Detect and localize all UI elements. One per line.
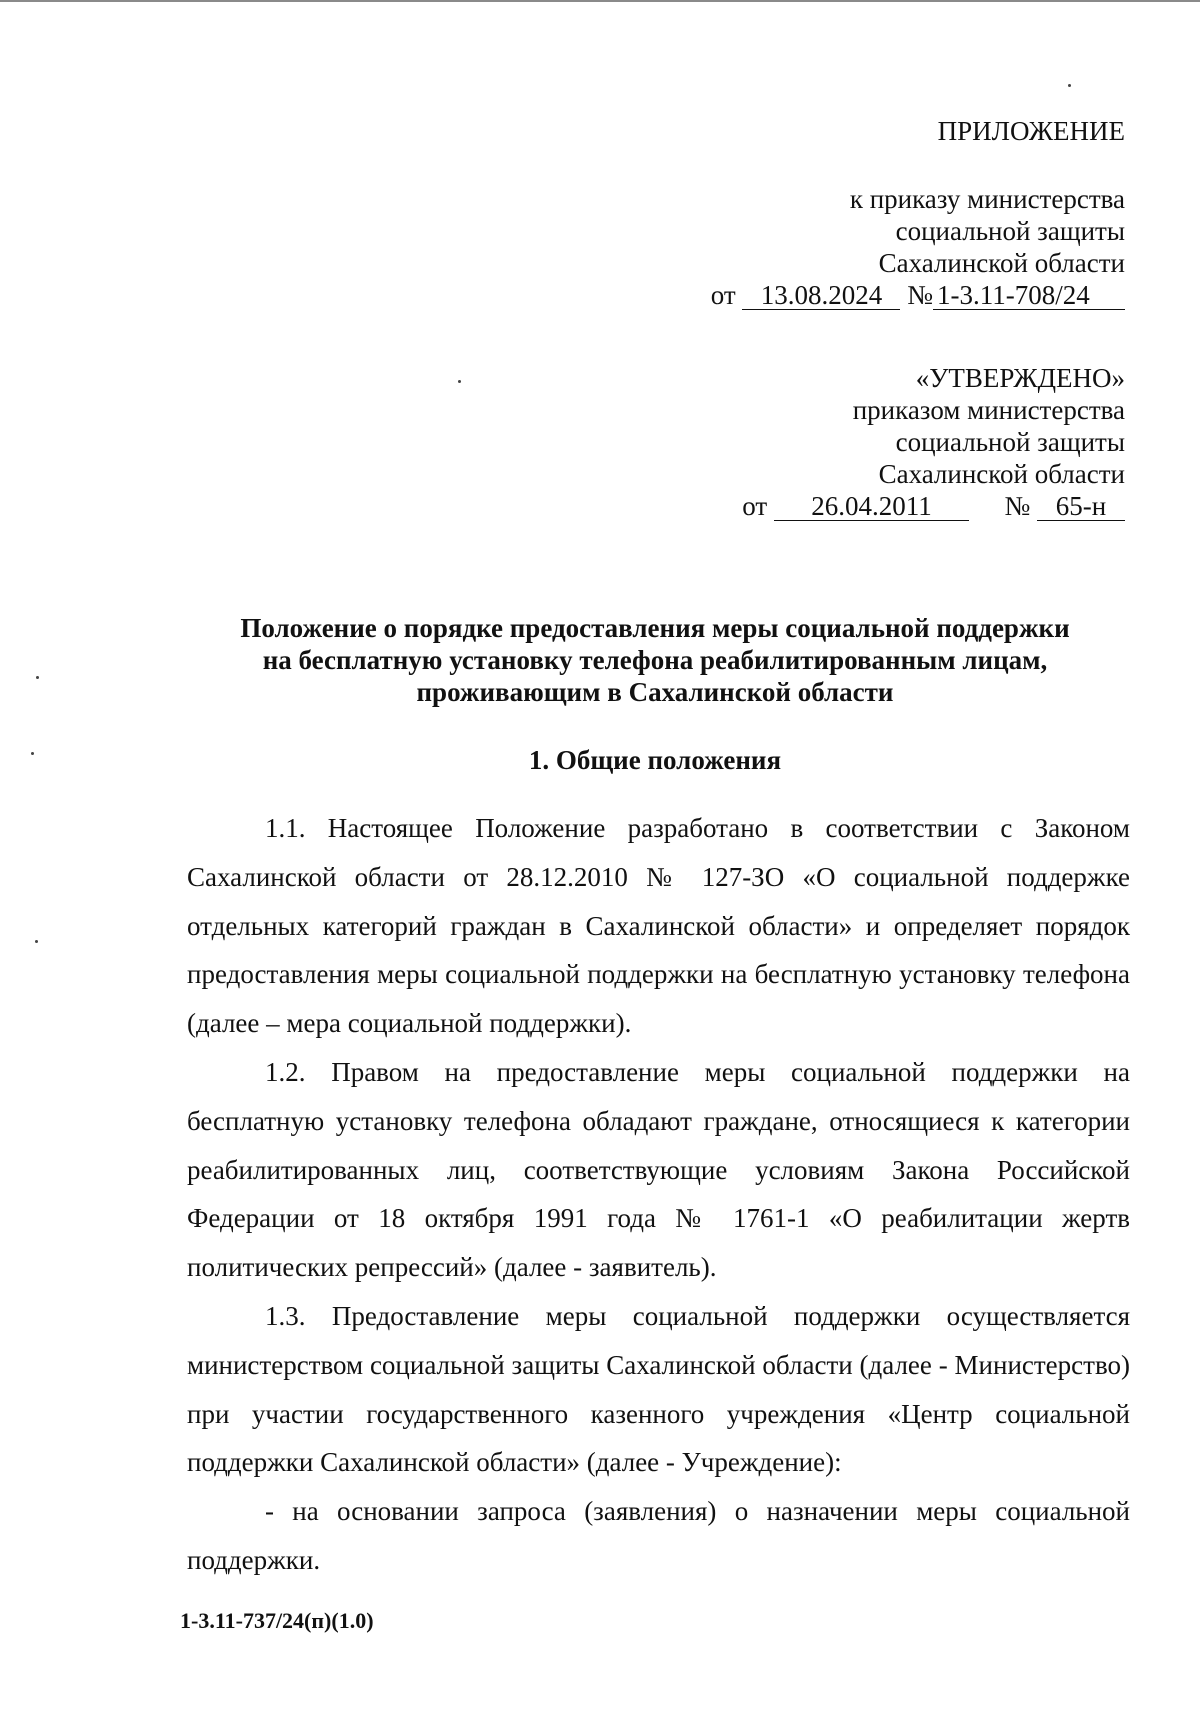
paragraph-1-3: 1.3. Предоставление меры социальной поддержки осуществляется министерством социальной защиты Сахалинской области (далее - Министерство) при участии государственного казенного учреждения «Центр социальной поддержки Сахалинской области» (далее - Учреждение): bbox=[187, 1300, 1130, 1478]
appendix-block bbox=[711, 183, 1125, 311]
approved-from-label: от bbox=[742, 491, 768, 521]
scan-speck bbox=[36, 676, 39, 679]
appendix-line: к приказу министерства bbox=[849, 184, 1125, 214]
section-body bbox=[187, 804, 1130, 1585]
approved-number-label: № bbox=[1004, 491, 1031, 521]
scan-speck bbox=[35, 940, 38, 943]
section-title: 1. Общие положения bbox=[528, 745, 782, 775]
scan-speck bbox=[458, 380, 461, 383]
document-title-line: на бесплатную установку телефона реабилитированным лицам, bbox=[262, 645, 1048, 675]
scan-speck bbox=[31, 752, 34, 755]
approved-title: «УТВЕРЖДЕНО» bbox=[915, 363, 1125, 393]
appendix-title: ПРИЛОЖЕНИЕ bbox=[937, 116, 1125, 146]
appendix-number: 1-3.11-708/24 bbox=[933, 281, 1125, 310]
document-code: 1-3.11-737/24(п)(1.0) bbox=[180, 1608, 374, 1633]
appendix-date: 13.08.2024 bbox=[742, 281, 900, 310]
approved-line: социальной защиты bbox=[895, 427, 1125, 457]
approved-date-number-line bbox=[742, 490, 1125, 522]
approved-line: приказом министерства bbox=[852, 395, 1125, 425]
appendix-from-label: от bbox=[710, 280, 736, 310]
paragraph-1-2: 1.2. Правом на предоставление меры социальной поддержки на бесплатную установку телефона обладают граждане, относящиеся к категории реабилитированных лиц, соответствующие условиям Закона Российской Федерации от 18 октября 1991 года № 1761-1 «О реабилитации жертв политических репрессий» (далее - заявитель). bbox=[187, 1056, 1130, 1283]
appendix-number-label: № bbox=[907, 280, 933, 310]
document-title bbox=[130, 612, 1180, 708]
approved-block bbox=[742, 362, 1125, 522]
document-title-line: Положение о порядке предоставления меры социальной поддержки bbox=[240, 613, 1070, 643]
top-scan-edge bbox=[0, 0, 1200, 2]
scan-speck bbox=[1068, 84, 1071, 87]
approved-date: 26.04.2011 bbox=[774, 492, 969, 521]
approved-number: 65-н bbox=[1037, 492, 1125, 521]
paragraph-1-1: 1.1. Настоящее Положение разработано в соответствии с Законом Сахалинской области от 28.12.2010 № 127-ЗО «О социальной поддержке отдельных категорий граждан в Сахалинской области» и определяет порядок предоставления меры социальной поддержки на бесплатную установку телефона (далее – мера социальной поддержки). bbox=[187, 813, 1130, 1039]
appendix-date-number-line bbox=[711, 279, 1125, 311]
paragraph-1-3-item: - на основании запроса (заявления) о назначении меры социальной поддержки. bbox=[187, 1496, 1130, 1575]
appendix-line: социальной защиты bbox=[895, 216, 1125, 246]
appendix-line: Сахалинской области bbox=[878, 248, 1125, 278]
document-title-line: проживающим в Сахалинской области bbox=[416, 677, 894, 707]
approved-line: Сахалинской области bbox=[878, 459, 1125, 489]
